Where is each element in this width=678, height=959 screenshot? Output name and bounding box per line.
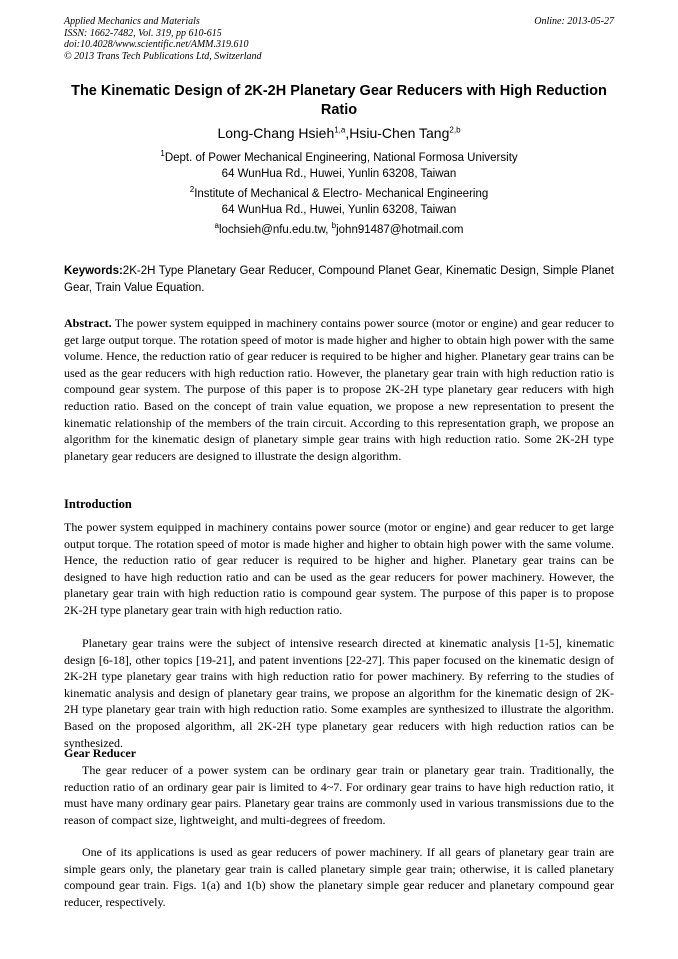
abstract-text: The power system equipped in machinery contains power source (motor or engine) and gear reducer to get large output torque. The rotation speed of motor is made higher and higher to obtain high power with the same volume. Hence, the reduction ratio of gear reducer is required to be higher and higher. Planetary gear trains can be used as the gear reducers with high reduction ratio. However, the planetary gear train with high reduction ratio is compound gear system. The purpose of this paper is to propose 2K-2H type planetary gear reducers with high reduction ratio. Based on the concept of train value equation, we propose a new representation to present the kinematic relationship of the members of the train circuit. According to this representation graph, we propose an algorithm for the kinematic design of planetary simple gear trains with high reduction ratio. Some 2K-2H type planetary gear reducers are designed to illustrate the design algorithm.: [64, 316, 614, 463]
paper-title: The Kinematic Design of 2K-2H Planetary Gear Reducers with High Reduction Ratio: [71, 83, 607, 118]
affiliation-2-line-1: Institute of Mechanical & Electro- Mechanical Engineering: [194, 188, 489, 200]
abstract-label: Abstract.: [64, 316, 112, 330]
introduction-heading: Introduction: [64, 497, 132, 511]
author-1-name: Long-Chang Hsieh: [217, 125, 335, 141]
affiliation-1-sup: 1: [160, 149, 165, 159]
journal-issn: ISSN: 1662-7482, Vol. 319, pp 610-615: [64, 27, 222, 39]
introduction-paragraph-1: The power system equipped in machinery contains power source (motor or engine) and gear reducer to get large output torque. The rotation speed of motor is made higher and higher to obtain high power with the same volume. Hence, the reduction ratio of gear reducer is required to be higher and higher. Planetary gear trains can be designed to have high reduction ratio and can be used as the gear reducers for power machinery. However, the planetary gear train with high reduction ratio is compound gear system. The purpose of this paper is to propose 2K-2H type planetary gear train with high reduction ratio.: [64, 520, 614, 617]
online-date: Online: 2013-05-27: [534, 16, 614, 27]
author-2-sup: 2,b: [449, 125, 461, 135]
abstract-paragraph: [64, 315, 614, 464]
email-a-sup: a: [214, 221, 219, 231]
introduction-paragraph-2: Planetary gear trains were the subject of intensive research directed at kinematic analysis [1-5], kinematic design [6-18], other topics [19-21], and patent inventions [22-27]. This paper focused on the kinematic design of 2K-2H type planetary gear trains with high reduction ratio for power machinery. By referring to the studies of kinematic analysis and design of planetary gear trains, we propose an algorithm for the kinematic design of 2K-2H type planetary gear train with high reduction ratio. Some examples are synthesized to illustrate the algorithm. Based on the proposed algorithm, all 2K-2H type planetary gear reducers with high reduction ratios can be synthesized.: [64, 636, 614, 750]
author-2-name: Hsiu-Chen Tang: [349, 125, 450, 141]
keywords-text: 2K-2H Type Planetary Gear Reducer, Compound Planet Gear, Kinematic Design, Simple Planet Gear, Train Value Equation.: [64, 265, 614, 294]
journal-doi: doi:10.4028/www.scientific.net/AMM.319.610: [64, 39, 249, 51]
affiliation-2: [64, 186, 614, 218]
journal-name: Applied Mechanics and Materials: [64, 16, 200, 27]
affiliation-1-line-1: Dept. of Power Mechanical Engineering, National Formosa University: [164, 152, 518, 164]
author-1-sup: 1,a: [334, 125, 346, 135]
gear-reducer-heading: Gear Reducer: [64, 746, 137, 760]
gear-reducer-paragraph-1: The gear reducer of a power system can be ordinary gear train or planetary gear train. Traditionally, the reduction ratio of an ordinary gear pair is limited to 4~7. For ordinary gear trains to have high reduction ratio, it must have many ordinary gear pairs. Planetary gear trains are commonly used in various transmissions due to the reason of compact size, lightweight, and multi-degrees of freedom.: [64, 763, 614, 827]
author-emails: [64, 222, 614, 238]
journal-copyright: © 2013 Trans Tech Publications Ltd, Switzerland: [64, 50, 262, 62]
gear-reducer-paragraph-2: One of its applications is used as gear reducers of power machinery. If all gears of planetary gear train are simple gears only, the planetary gear train is called planetary simple gear train; otherwise, it is called planetary compound gear train. Figs. 1(a) and 1(b) show the planetary simple gear reducer and planetary compound gear reducer, respectively.: [64, 845, 614, 909]
email-b: john91487@hotmail.com: [336, 224, 464, 236]
affiliation-1-line-2: 64 WunHua Rd., Huwei, Yunlin 63208, Taiwan: [221, 168, 457, 180]
email-b-sup: b: [331, 221, 337, 231]
author-line: [64, 124, 614, 142]
affiliation-1: [64, 150, 614, 182]
affiliation-2-sup: 2: [189, 185, 195, 195]
email-a: lochsieh@nfu.edu.tw,: [218, 224, 332, 236]
keywords-paragraph: [64, 263, 614, 296]
keywords-label: Keywords:: [64, 265, 123, 277]
author-separator: ,: [345, 125, 350, 141]
affiliation-2-line-2: 64 WunHua Rd., Huwei, Yunlin 63208, Taiwan: [221, 204, 457, 216]
journal-header: [64, 16, 262, 62]
